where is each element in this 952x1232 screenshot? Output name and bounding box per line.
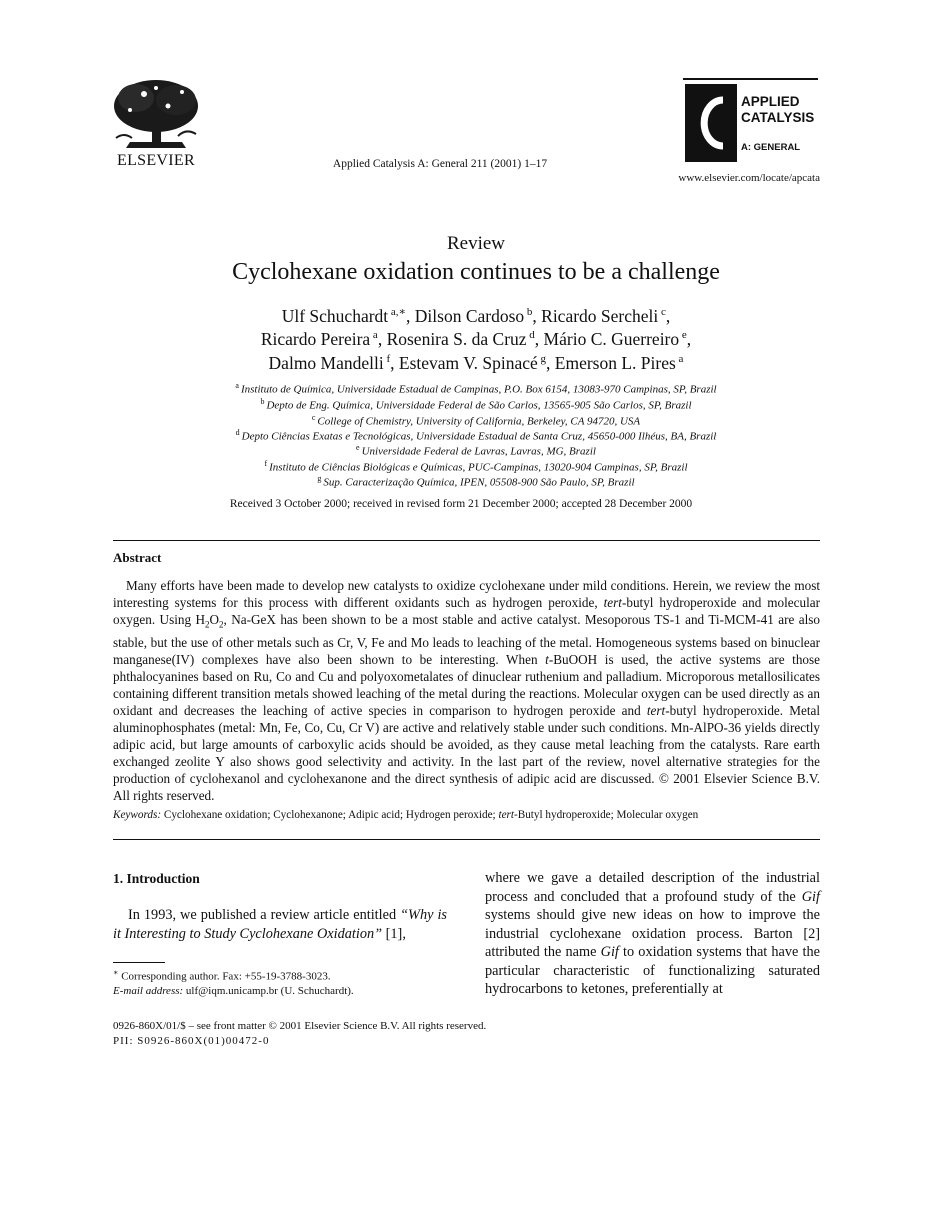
author-line-2 bbox=[0, 329, 952, 350]
affiliation-d bbox=[0, 428, 952, 443]
text-run: Many efforts have been made to develop new catalysts to oxidize cyclohexane under mild conditions. Herein, we review the most interesting systems for this process with different oxidants such as hydrogen peroxide, bbox=[113, 578, 820, 610]
affiliation-text: Instituto de Ciências Biológicas e Químicas, PUC-Campinas, 13020-904 Campinas, SP, Brazil bbox=[269, 461, 688, 474]
author-affiliation-mark: g bbox=[537, 353, 547, 366]
footnote-mark: ∗ bbox=[113, 968, 119, 977]
article-title: Cyclohexane oxidation continues to be a challenge bbox=[232, 259, 720, 285]
affiliation-f bbox=[0, 459, 952, 474]
affiliation-c bbox=[0, 413, 952, 428]
affiliation-mark: d bbox=[235, 428, 242, 437]
author-affiliation-mark: a bbox=[675, 353, 684, 366]
author-affiliation-mark: b bbox=[524, 306, 533, 318]
journal-logo-line2: CATALYSIS bbox=[741, 110, 815, 125]
section-heading: 1. Introduction bbox=[113, 871, 200, 886]
affiliation-mark: c bbox=[311, 413, 318, 422]
text-run: tert bbox=[603, 595, 622, 610]
author-line-3 bbox=[0, 353, 952, 374]
article-type: Review bbox=[446, 233, 506, 254]
affiliation-text: Instituto de Química, Universidade Estadual de Campinas, P.O. Box 6154, 13083-970 Campinas, SP, Brazil bbox=[240, 383, 717, 396]
text-run: to oxidation systems that have the particular characteristic of functionalizing saturated hydrocarbons to ketones, preferentially at bbox=[485, 944, 821, 997]
author-affiliation-mark: d bbox=[526, 329, 535, 342]
text-run: O bbox=[209, 612, 220, 627]
author-affiliation-mark: a bbox=[370, 329, 378, 342]
affiliation-text: Depto Ciências Exatas e Tecnológicas, Universidade Estadual de Santa Cruz, 45650-000 Ilhéus, BA, Brazil bbox=[241, 430, 717, 443]
keywords-label: Keywords: bbox=[113, 809, 162, 821]
text-run: tert bbox=[498, 809, 515, 821]
author-separator: , bbox=[665, 305, 671, 326]
text-run: In 1993, we published a review article entitled bbox=[128, 907, 401, 923]
journal-url[interactable]: www.elsevier.com/locate/apcata bbox=[678, 172, 820, 184]
author-separator: , bbox=[390, 353, 399, 373]
author-separator: , bbox=[406, 305, 415, 326]
abstract-body bbox=[113, 577, 820, 804]
author-affiliation-mark: a,∗ bbox=[388, 306, 407, 318]
text-run: “Why is it Interesting to Study Cyclohexane Oxidation” bbox=[113, 907, 447, 942]
author-separator: , bbox=[534, 329, 544, 349]
footnote-divider bbox=[113, 962, 165, 963]
keywords bbox=[113, 809, 820, 821]
author-separator: , bbox=[377, 329, 387, 349]
affiliation-text: College of Chemistry, University of California, Berkeley, CA 94720, USA bbox=[317, 415, 641, 428]
email-footnote bbox=[113, 985, 354, 997]
journal-logo bbox=[683, 78, 818, 172]
text-run: Gif bbox=[600, 944, 619, 960]
email-label: E-mail address: bbox=[113, 985, 184, 997]
corresponding-author-footnote bbox=[113, 968, 331, 983]
tree-icon bbox=[106, 76, 206, 152]
subscript: 2 bbox=[219, 619, 224, 630]
publisher-name: ELSEVIER bbox=[117, 152, 195, 169]
author-name: Rosenira S. da Cruz bbox=[386, 329, 527, 349]
text-run: [1], bbox=[382, 925, 406, 942]
author-name: Ricardo Sercheli bbox=[541, 305, 659, 326]
author-name: Ulf Schuchardt bbox=[281, 305, 389, 326]
journal-logo-subtitle: A: GENERAL bbox=[741, 142, 801, 153]
intro-paragraph-right bbox=[485, 869, 820, 999]
text-run: -Butyl hydroperoxide; Molecular oxygen bbox=[514, 809, 699, 821]
author-separator: , bbox=[686, 329, 692, 349]
affiliation-g bbox=[0, 474, 952, 489]
author-name: Ricardo Pereira bbox=[260, 329, 371, 349]
affiliation-mark: f bbox=[264, 459, 270, 468]
author-name: Dilson Cardoso bbox=[414, 305, 525, 326]
affiliation-mark: e bbox=[356, 443, 362, 452]
author-name: Mário C. Guerreiro bbox=[543, 329, 680, 349]
affiliation-text: Universidade Federal de Lavras, Lavras, MG, Brazil bbox=[361, 445, 596, 458]
text-run: t bbox=[545, 651, 549, 667]
journal-logo-line1: APPLIED bbox=[741, 94, 800, 109]
text-run: , Na-GeX has been shown to be a most stable and active catalyst. Mesoporous TS-1 and Ti-MCM-41 are also stable, but the use of other metals such as Cr, V, Fe and Mo leads to leaching of the metal. Homogeneous systems based on binuclear manganese(IV) complexes have also been shown to be interesting. When bbox=[113, 612, 820, 667]
abstract-heading: Abstract bbox=[113, 550, 162, 565]
corresponding-text: Corresponding author. Fax: +55-19-3788-3023. bbox=[118, 970, 331, 983]
affiliation-b bbox=[0, 397, 952, 412]
email-address[interactable]: ulf@iqm.unicamp.br (U. Schuchardt). bbox=[183, 985, 354, 997]
author-affiliation-mark: f bbox=[383, 353, 391, 366]
author-affiliation-mark: e bbox=[679, 329, 687, 342]
text-run: -butyl hydroperoxide. Metal aluminophosphates (metal: Mn, Fe, Co, Cu, Cr V) are active and relatively stable under such conditions. Mn-AlPO-36 yields directly adipic acid, but large amounts of carboxylic acids should be avoided, as they cause metal leaching from the catalysts. Rare earth exchanged zeolite Y also shows good selectivity and activity. In the last part of the review, novel alternative strategies for the production of cyclohexanol and cyclohexanone and the direct synthesis of adipic acid are discussed. © 2001 Elsevier Science B.V. All rights reserved. bbox=[113, 702, 821, 803]
author-name: Dalmo Mandelli bbox=[268, 353, 384, 373]
affiliation-a bbox=[0, 381, 952, 396]
text-run: tert bbox=[646, 702, 666, 718]
affiliation-mark: g bbox=[317, 474, 324, 483]
pii: PII: S0926-860X(01)00472-0 bbox=[113, 1035, 270, 1047]
text-run: systems should give new ideas on how to improve the industrial cyclohexane oxidation process. Barton [2] attributed the name bbox=[485, 907, 820, 960]
author-separator: , bbox=[532, 305, 542, 326]
text-run: where we gave a detailed description of the industrial process and concluded that a profound study of the bbox=[485, 870, 820, 905]
intro-paragraph-left bbox=[113, 906, 447, 943]
journal-citation: Applied Catalysis A: General 211 (2001) 1–17 bbox=[332, 158, 548, 170]
text-run: Cyclohexane oxidation; Cyclohexanone; Adipic acid; Hydrogen peroxide; bbox=[161, 809, 499, 821]
divider bbox=[113, 839, 820, 840]
affiliation-mark: a bbox=[235, 381, 241, 390]
author-affiliation-mark: c bbox=[658, 306, 666, 318]
affiliation-e bbox=[0, 443, 952, 458]
author-name: Estevam V. Spinacé bbox=[398, 353, 538, 373]
text-run: -BuOOH is used, the active systems are those phthalocyanines based on Ru, Co and Cu and polyoxometalates of dinuclear ruthenium and palladium. Microporous metallosilicates containing different transition metals showed leaching of the metal during the reactions. Molecular oxygen can be used directly as an oxidant and decreases the leaching of active species in comparison to hydrogen peroxide and bbox=[113, 651, 820, 718]
affiliation-text: Sup. Caracterização Química, IPEN, 05508-900 São Paulo, SP, Brazil bbox=[323, 476, 635, 489]
affiliation-text: Depto de Eng. Química, Universidade Federal de São Carlos, 13565-905 São Carlos, SP, Brazil bbox=[266, 399, 692, 412]
divider bbox=[113, 540, 820, 541]
keywords-list bbox=[161, 809, 698, 821]
text-run: Gif bbox=[801, 888, 820, 905]
author-name: Emerson L. Pires bbox=[554, 353, 676, 373]
affiliation-mark: b bbox=[260, 397, 267, 406]
received-dates: Received 3 October 2000; received in revised form 21 December 2000; accepted 28 December 2000 bbox=[229, 498, 693, 510]
front-matter-notice: 0926-860X/01/$ – see front matter © 2001 Elsevier Science B.V. All rights reserved. bbox=[113, 1020, 487, 1032]
journal-c-icon bbox=[685, 84, 737, 162]
author-line-1 bbox=[0, 305, 952, 327]
subscript: 2 bbox=[205, 619, 210, 630]
text-run: -butyl hydroperoxide and molecular oxygen. Using H bbox=[113, 595, 821, 627]
author-separator: , bbox=[546, 353, 555, 373]
